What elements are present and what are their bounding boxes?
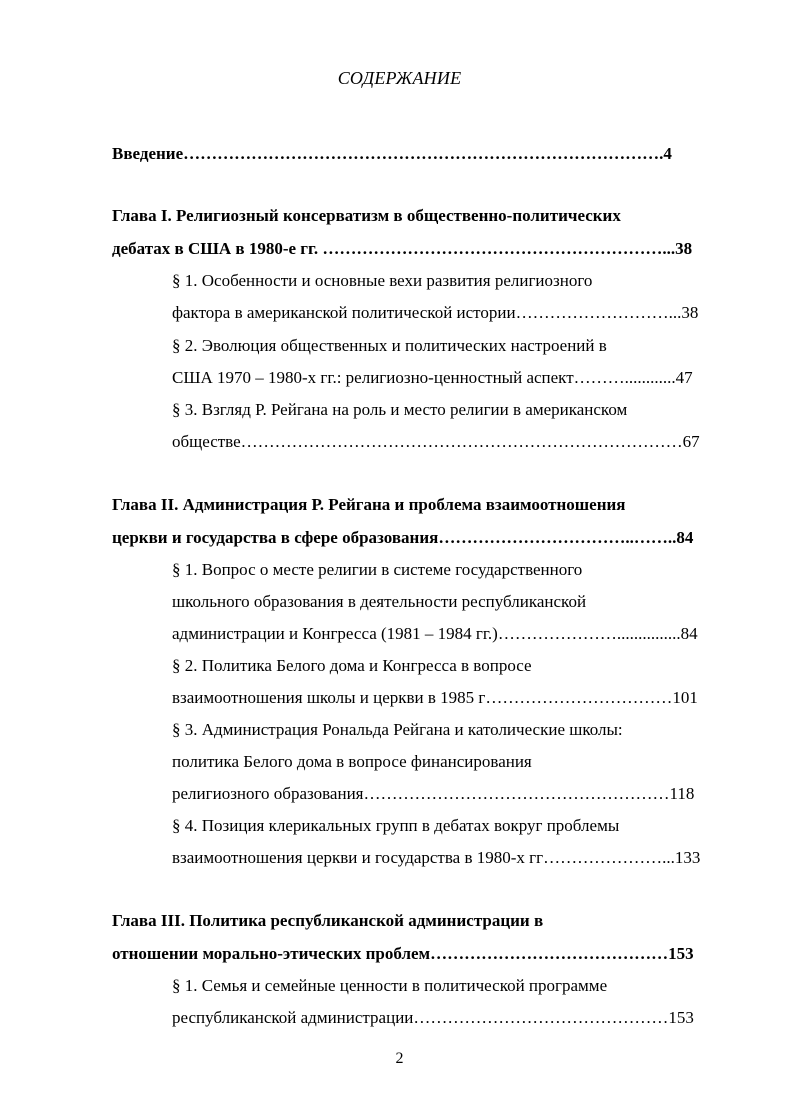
toc-chapter3-heading-line1: Глава III. Политика республиканской администрации в (112, 911, 544, 930)
toc-chapter2-heading-line2: церкви и государства в сфере образования……………………………..……..84 (112, 528, 694, 547)
toc-ch2-section3-line2: политика Белого дома в вопросе финансирования (172, 752, 532, 771)
toc-chapter3-heading-line2: отношении морально-этических проблем……………………………………153 (112, 944, 694, 963)
toc-ch2-section3-line1: § 3. Администрация Рональда Рейгана и католические школы: (172, 720, 623, 739)
toc-ch2-section1-line1: § 1. Вопрос о месте религии в системе государственного (172, 560, 583, 579)
toc-chapter2-heading-line1: Глава II. Администрация Р. Рейгана и проблема взаимоотношения (112, 495, 626, 514)
toc-ch2-section1-line2: школьного образования в деятельности республиканской (172, 592, 587, 611)
toc-ch2-section2-line2: взаимоотношения школы и церкви в 1985 г……………………………101 (172, 688, 698, 707)
toc-ch2-section3-line3: религиозного образования………………………………………………118 (172, 784, 695, 803)
toc-chapter1-heading-line1: Глава I. Религиозный консерватизм в общественно-политических (112, 206, 621, 225)
toc-ch2-section1-line3: администрации и Конгресса (1981 – 1984 гг.)…………………...............84 (172, 624, 698, 643)
page-title: СОДЕРЖАНИЕ (337, 68, 462, 88)
toc-ch3-section1-line2: республиканской администрации………………………………………153 (172, 1008, 694, 1027)
toc-chapter1-heading-line2: дебатах в США в 1980-е гг. ……………………………………………………...38 (112, 239, 693, 258)
toc-intro: Введение………………………………………………………………………….4 (112, 144, 672, 163)
toc-ch1-section3-line1: § 3. Взгляд Р. Рейгана на роль и место религии в американском (172, 400, 628, 419)
toc-ch2-section4-line2: взаимоотношения церкви и государства в 1980-х гг…………………...133 (172, 848, 701, 867)
page-number: 2 (395, 1050, 404, 1067)
toc-ch1-section1-line2: фактора в американской политической истории………………………...38 (172, 303, 699, 322)
toc-ch1-section3-line2: обществе……………………………………………………………………67 (172, 432, 700, 451)
toc-ch1-section1-line1: § 1. Особенности и основные вехи развития религиозного (172, 271, 593, 290)
toc-ch2-section4-line1: § 4. Позиция клерикальных групп в дебатах вокруг проблемы (172, 816, 620, 835)
toc-ch1-section2-line1: § 2. Эволюция общественных и политических настроений в (172, 336, 607, 355)
toc-ch3-section1-line1: § 1. Семья и семейные ценности в политической программе (172, 976, 608, 995)
toc-ch1-section2-line2: США 1970 – 1980-х гг.: религиозно-ценностный аспект………............47 (172, 368, 693, 387)
toc-ch2-section2-line1: § 2. Политика Белого дома и Конгресса в вопросе (172, 656, 532, 675)
